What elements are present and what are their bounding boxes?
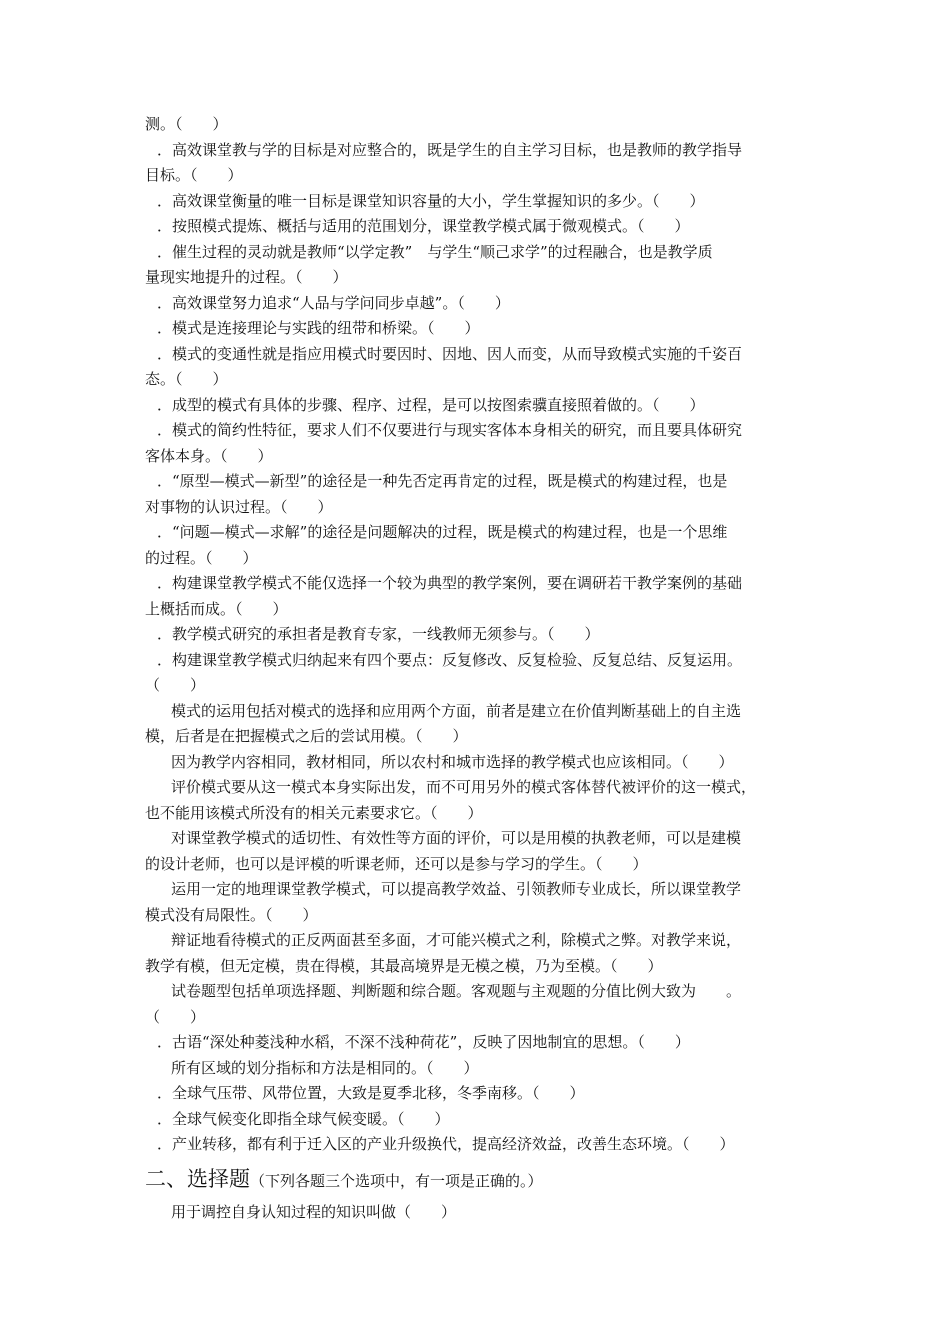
text-line: （ ）	[145, 1007, 206, 1026]
text-line: 模式的运用包括对模式的选择和应用两个方面，前者是建立在价值判断基础上的自主选	[171, 701, 742, 720]
text-line: 也不能用该模式所没有的相关元素要求它。（ ）	[145, 803, 483, 822]
text-line: 对事物的认识过程。（ ）	[145, 497, 333, 516]
text-line: ．催生过程的灵动就是教师“以学定教” 与学生“顺己求学”的过程融合，也是教学质	[157, 242, 713, 261]
text-line: 上概括而成。（ ）	[145, 599, 288, 618]
text-line: 评价模式要从这一模式本身实际出发，而不可用另外的模式客体替代被评价的这一模式，	[171, 778, 757, 796]
text-line: 运用一定的地理课堂教学模式，可以提高教学效益、引领教师专业成长，所以课堂教学	[171, 880, 742, 898]
text-line: 教学有模，但无定模，贵在得模，其最高境界是无模之模，乃为至模。（ ）	[145, 956, 663, 975]
text-line: ．产业转移，都有利于迁入区的产业升级换代，提高经济效益，改善生态环境。（ ）	[157, 1135, 735, 1153]
text-line: 量现实地提升的过程。（ ）	[145, 268, 348, 286]
text-line: 辩证地看待模式的正反两面甚至多面，才可能兴模式之利，除模式之弊。对教学来说，	[171, 931, 742, 949]
section-title: 二、选择题	[145, 1166, 250, 1191]
text-line: 测。（ ）	[145, 115, 228, 133]
text-line: ．按照模式提炼、概括与适用的范围划分，课堂教学模式属于微观模式。（ ）	[157, 217, 690, 235]
text-line: ．构建课堂教学模式归纳起来有四个要点：反复修改、反复检验、反复总结、反复运用。	[157, 650, 743, 669]
text-line: 模，后者是在把握模式之后的尝试用模。（ ）	[145, 727, 468, 745]
text-line: ．高效课堂衡量的唯一目标是课堂知识容量的大小，学生掌握知识的多少。（ ）	[157, 191, 705, 210]
document-body	[145, 112, 815, 1225]
text-line: 态。（ ）	[145, 370, 228, 388]
text-line: ．“原型—模式—新型”的途径是一种先否定再肯定的过程，既是模式的构建过程，也是	[157, 472, 728, 490]
text-line: ．高效课堂努力追求“人品与学问同步卓越”。（ ）	[157, 293, 510, 312]
text-line: （ ）	[145, 676, 206, 694]
section-heading	[145, 1162, 815, 1196]
text-line: ．构建课堂教学模式不能仅选择一个较为典型的教学案例，要在调研若干教学案例的基础	[157, 574, 743, 592]
text-line: 目标。（ ）	[145, 166, 243, 184]
text-line: ．模式的变通性就是指应用模式时要因时、因地、因人而变，从而导致模式实施的千姿百	[157, 344, 743, 363]
text-line: ．古语“深处种菱浅种水稻，不深不浅种荷花”，反映了因地制宜的思想。（ ）	[157, 1033, 690, 1051]
true-false-items	[145, 112, 815, 1158]
text-line: 所有区域的划分指标和方法是相同的。（ ）	[171, 1058, 479, 1077]
question-stem: 用于调控自身认知过程的知识叫做（ ）	[171, 1202, 457, 1221]
text-line: ．模式的简约性特征，要求人们不仅要进行与现实客体本身相关的研究，而且要具体研究	[157, 421, 743, 439]
text-line: ．“问题—模式—求解”的途径是问题解决的过程，既是模式的构建过程，也是一个思维	[157, 523, 728, 541]
text-line: ．全球气候变化即指全球气候变暖。（ ）	[157, 1109, 450, 1128]
text-line: 模式没有局限性。（ ）	[145, 905, 318, 924]
text-line: 对课堂教学模式的适切性、有效性等方面的评价，可以是用模的执教老师，可以是建模	[171, 829, 742, 847]
text-line: ．模式是连接理论与实践的纽带和桥梁。（ ）	[157, 319, 480, 337]
section-subtitle: （下列各题三个选项中，有一项是正确的。）	[250, 1171, 543, 1190]
text-line: 因为教学内容相同，教材相同，所以农村和城市选择的教学模式也应该相同。（ ）	[171, 752, 734, 771]
text-line: ．高效课堂教与学的目标是对应整合的，既是学生的自主学习目标，也是教师的教学指导	[157, 140, 743, 159]
text-line: 客体本身。（ ）	[145, 446, 273, 465]
text-line: ．成型的模式有具体的步骤、程序、过程，是可以按图索骥直接照着做的。（ ）	[157, 395, 705, 414]
text-line: 试卷题型包括单项选择题、判断题和综合题。客观题与主观题的分值比例大致为 。	[171, 982, 742, 1000]
text-line: 的设计老师，也可以是评模的听课老师，还可以是参与学习的学生。（ ）	[145, 854, 648, 873]
text-line: ．全球气压带、风带位置，大致是夏季北移，冬季南移。（ ）	[157, 1084, 585, 1102]
text-line: 的过程。（ ）	[145, 548, 258, 567]
text-line: ．教学模式研究的承担者是教育专家，一线教师无须参与。（ ）	[157, 625, 600, 643]
